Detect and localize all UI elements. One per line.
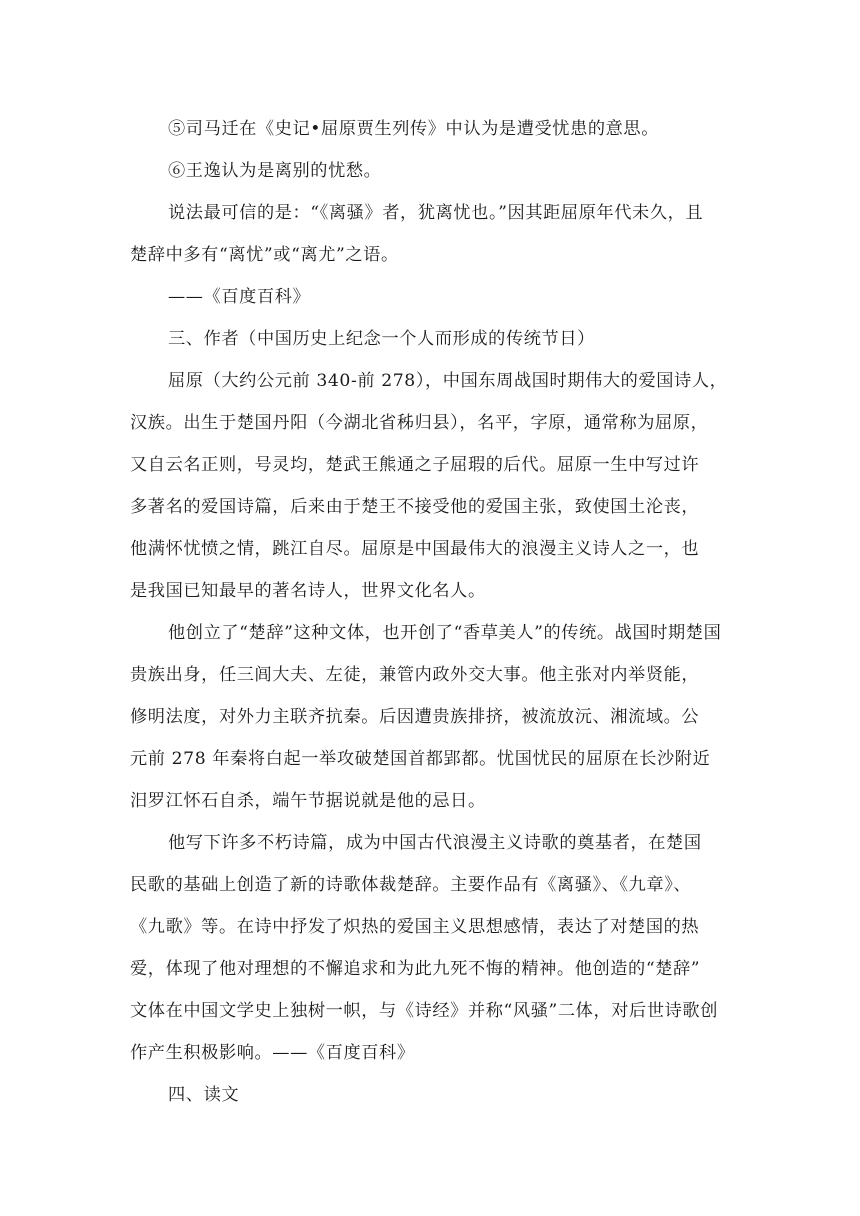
author-paragraph-line: 是我国已知最早的著名诗人，世界文化名人。: [130, 581, 486, 601]
works-paragraph-line: 他写下许多不朽诗篇，成为中国古代浪漫主义诗歌的奠基者，在楚国: [168, 833, 702, 853]
source-citation: ——《百度百科》: [168, 287, 311, 307]
author-paragraph-line: 又自云名正则，号灵均，楚武王熊通之子屈瑕的后代。屈原一生中写过许: [130, 455, 700, 475]
section-heading-author: 三、作者（中国历史上纪念一个人而形成的传统节日）: [168, 329, 595, 349]
works-paragraph-line: 作产生积极影响。——《百度百科》: [130, 1043, 415, 1063]
author-paragraph-line: 屈原（大约公元前 340-前 278），中国东周战国时期伟大的爱国诗人，: [168, 371, 728, 391]
chuci-paragraph-line: 元前 278 年秦将白起一举攻破楚国首都郢都。忧国忧民的屈原在长沙附近: [130, 749, 711, 769]
works-paragraph-line: 民歌的基础上创造了新的诗歌体裁楚辞。主要作品有《离骚》、《九章》、: [130, 875, 692, 895]
author-paragraph-line: 汉族。出生于楚国丹阳（今湖北省秭归县），名平，字原，通常称为屈原，: [130, 413, 709, 433]
document-body: [130, 108, 730, 1116]
chuci-paragraph-line: 汨罗江怀石自杀，端午节据说就是他的忌日。: [130, 791, 486, 811]
works-paragraph-line: 《九歌》等。在诗中抒发了炽热的爱国主义思想感情，表达了对楚国的热: [130, 917, 700, 937]
author-paragraph-line: 多著名的爱国诗篇，后来由于楚王不接受他的爱国主张，致使国土沦丧，: [130, 497, 700, 517]
chuci-paragraph-line: 修明法度，对外力主联齐抗秦。后因遭贵族排挤，被流放沅、湘流域。公: [130, 707, 700, 727]
text-line-most-credible: 说法最可信的是：“《离骚》者，犹离忧也。”因其距屈原年代未久，且: [168, 203, 704, 223]
text-line-chuci-quote: 楚辞中多有“离忧”或“离尤”之语。: [130, 245, 399, 265]
chuci-paragraph-line: 贵族出身，任三闾大夫、左徒，兼管内政外交大事。他主张对内举贤能，: [130, 665, 700, 685]
author-paragraph-line: 他满怀忧愤之情，跳江自尽。屈原是中国最伟大的浪漫主义诗人之一，也: [130, 539, 700, 559]
text-line-sima-qian: ⑤司马迁在《史记•屈原贾生列传》中认为是遭受忧患的意思。: [168, 119, 660, 139]
section-heading-reading: 四、读文: [168, 1085, 240, 1105]
chuci-paragraph-line: 他创立了“楚辞”这种文体，也开创了“香草美人”的传统。战国时期楚国: [168, 623, 722, 643]
text-line-wang-yi: ⑥王逸认为是离别的忧愁。: [168, 161, 382, 181]
works-paragraph-line: 爱，体现了他对理想的不懈追求和为此九死不悔的精神。他创造的“楚辞”: [130, 959, 701, 979]
works-paragraph-line: 文体在中国文学史上独树一帜，与《诗经》并称“风骚”二体，对后世诗歌创: [130, 1001, 718, 1021]
